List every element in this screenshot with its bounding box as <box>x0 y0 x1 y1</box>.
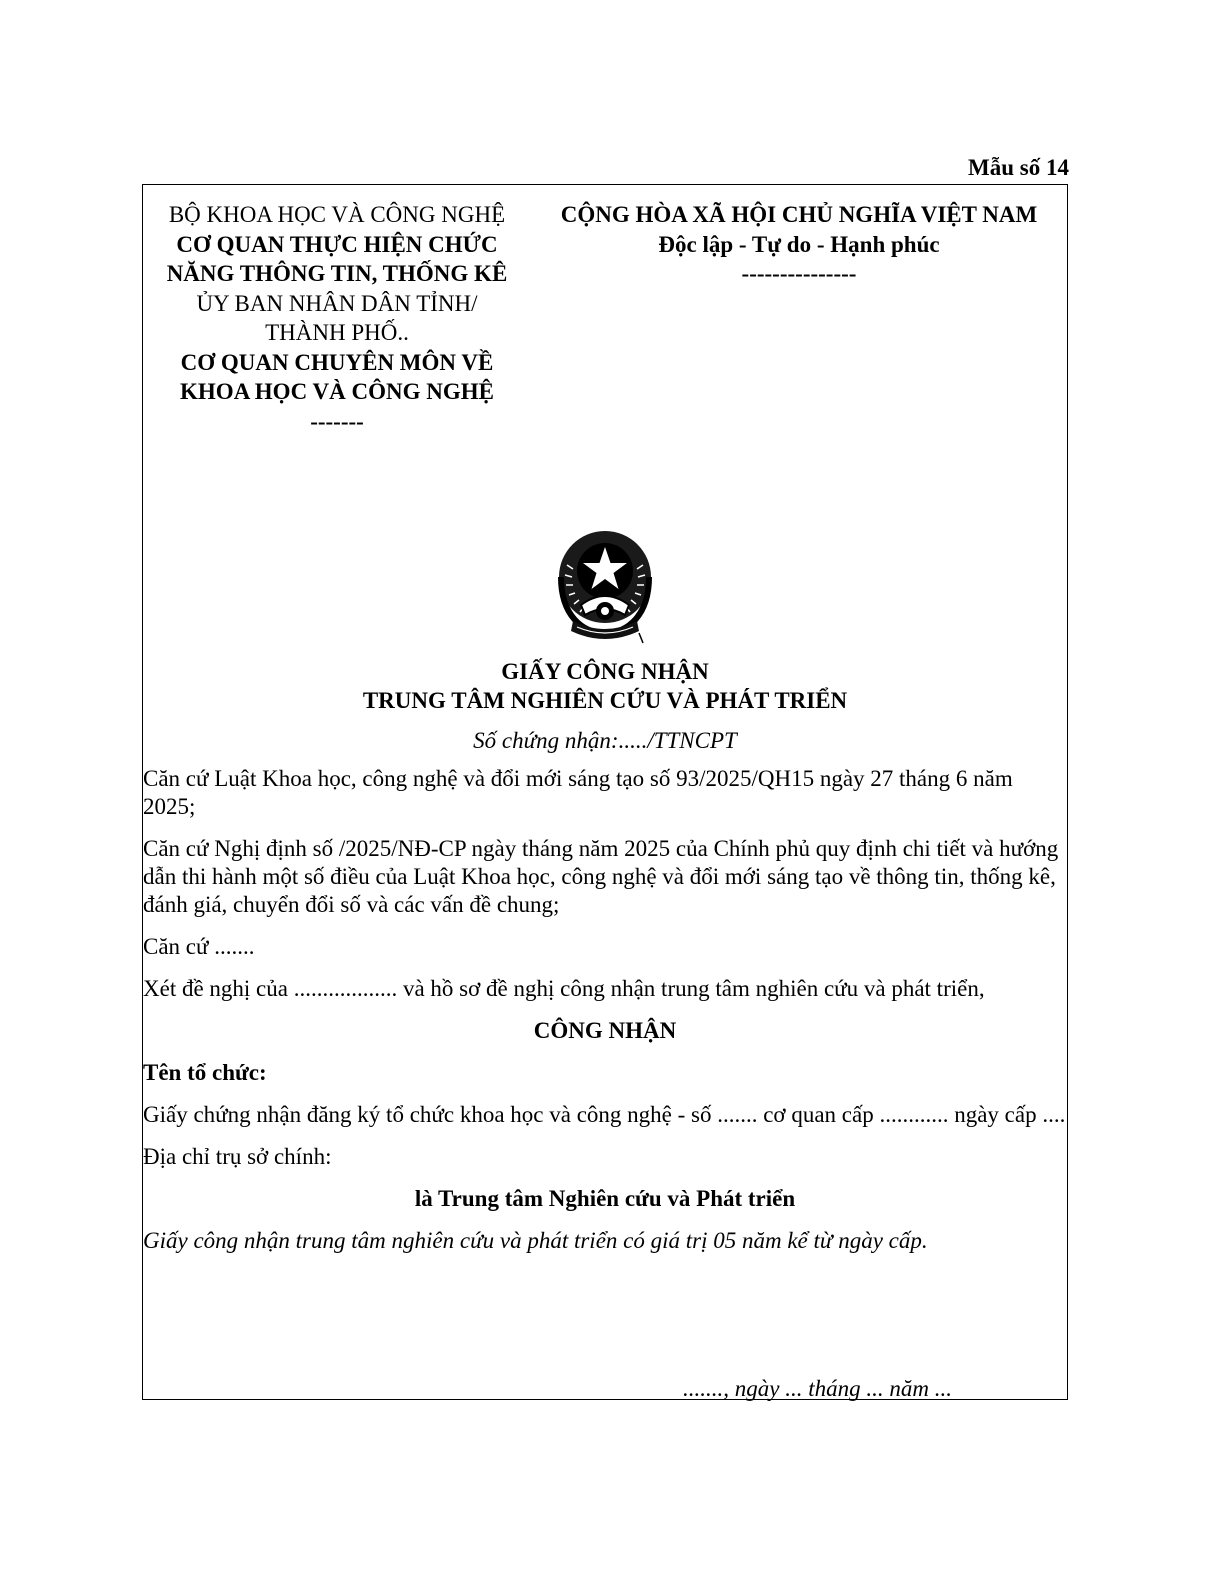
national-emblem-icon <box>547 525 667 650</box>
document-body <box>143 657 1067 1269</box>
issue-date-line: ......., ngày ... tháng ... năm ... <box>683 1376 952 1401</box>
right-header-divider: --------------- <box>741 261 857 286</box>
validity-statement: Giấy công nhận trung tâm nghiên cứu và phát triển có giá trị 05 năm kể từ ngày cấp. <box>143 1228 928 1253</box>
agency-name-line2: NĂNG THÔNG TIN, THỐNG KÊ <box>166 261 508 286</box>
form-number: Mẫu số 14 <box>968 155 1069 180</box>
registration-certificate: Giấy chứng nhận đăng ký tổ chức khoa học và công nghệ - số ....... cơ quan cấp ............ ngày cấp .... <box>143 1102 1066 1127</box>
title-line1: GIẤY CÔNG NHẬN <box>501 659 709 684</box>
province-committee-line1: ỦY BAN NHÂN DÂN TỈNH/ <box>196 290 478 316</box>
legal-basis-other: Căn cứ ....... <box>143 934 255 959</box>
specialized-agency-line1: CƠ QUAN CHUYÊN MÔN VỀ <box>180 349 494 375</box>
specialized-agency-line2: KHOA HỌC VÀ CÔNG NGHỆ <box>180 379 494 404</box>
national-motto: Độc lập - Tự do - Hạnh phúc <box>658 231 940 257</box>
national-header <box>531 200 1067 289</box>
province-committee-line2: THÀNH PHỐ.. <box>265 320 409 345</box>
ministry-name: BỘ KHOA HỌC VÀ CÔNG NGHỆ <box>168 202 506 227</box>
legal-basis-decree: Căn cứ Nghị định số /2025/NĐ-CP ngày tháng năm 2025 của Chính phủ quy định chi tiết và hướng dẫn thi hành một số điều của Luật Khoa học, công nghệ và đổi mới sáng tạo về thông tin, thống kê, đánh giá, chuyển đổi số và các vấn đề chung; <box>143 836 1059 917</box>
document-title <box>143 657 1067 715</box>
proposal-consideration: Xét đề nghị của .................. và hồ sơ đề nghị công nhận trung tâm nghiên cứu và phát triển, <box>143 976 985 1001</box>
left-header-divider: ------- <box>310 408 364 434</box>
title-line2: TRUNG TÂM NGHIÊN CỨU VÀ PHÁT TRIỂN <box>362 688 848 713</box>
issuing-agency-header <box>143 200 531 436</box>
legal-basis-law: Căn cứ Luật Khoa học, công nghệ và đổi mới sáng tạo số 93/2025/QH15 ngày 27 tháng 6 năm 2025; <box>143 766 1013 819</box>
org-name-label: Tên tổ chức: <box>143 1060 267 1085</box>
nation-name: CỘNG HÒA XÃ HỘI CHỦ NGHĨA VIỆT NAM <box>560 202 1038 227</box>
agency-name-line1: CƠ QUAN THỰC HIỆN CHỨC <box>176 231 498 257</box>
recognition-heading: CÔNG NHẬN <box>533 1018 677 1043</box>
headquarters-address-label: Địa chỉ trụ sở chính: <box>143 1144 332 1169</box>
certificate-number: Số chứng nhận:...../TTNCPT <box>473 728 737 753</box>
document-frame <box>142 184 1068 1400</box>
recognition-result: là Trung tâm Nghiên cứu và Phát triển <box>414 1186 796 1211</box>
